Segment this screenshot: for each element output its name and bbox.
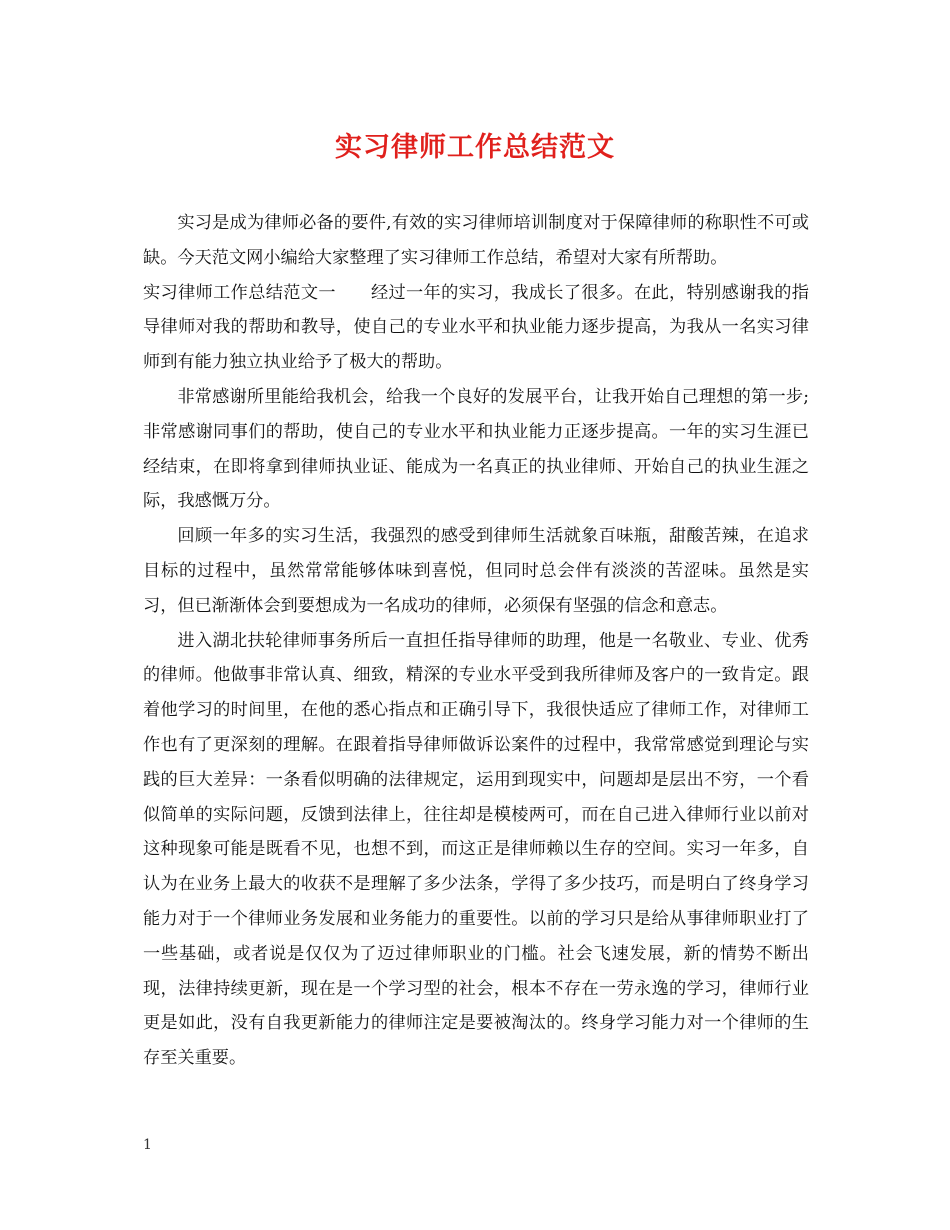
paragraph-experience: 进入湖北扶轮律师事务所后一直担任指导律师的助理，他是一名敬业、专业、优秀的律师。他做事非常认真、细致，精深的专业水平受到我所律师及客户的一致肯定。跟着他学习的时间里，在他的悉心指点和正确引导下，我很快适应了律师工作，对律师工作也有了更深刻的理解。在跟着指导律师做诉讼案件的过程中，我常常感觉到理论与实践的巨大差异：一条看似明确的法律规定，运用到现实中，问题却是层出不穷，一个看似简单的实际问题，反馈到法律上，往往却是模棱两可，而在自己进入律师行业以前对这种现象可能是既看不见，也想不到，而这正是律师赖以生存的空间。实习一年多，自认为在业务上最大的收获不是理解了多少法条，学得了多少技巧，而是明白了终身学习能力对于一个律师业务发展和业务能力的重要性。以前的学习只是给从事律师职业打了一些基础，或者说是仅仅为了迈过律师职业的门槛。社会飞速发展，新的情势不断出现，法律持续更新，现在是一个学习型的社会，根本不存在一劳永逸的学习，律师行业更是如此，没有自我更新能力的律师注定是要被淘汰的。终身学习能力对一个律师的生存至关重要。 bbox=[143, 630, 809, 1069]
document-body bbox=[143, 206, 809, 1076]
paragraph-sample-one: 实习律师工作总结范文一 经过一年的实习，我成长了很多。在此，特别感谢我的指导律师对我的帮助和教导，使自己的专业水平和执业能力逐步提高，为我从一名实习律师到有能力独立执业给予了极大的帮助。 bbox=[143, 282, 809, 373]
document-title: 实习律师工作总结范文 bbox=[335, 132, 615, 163]
paragraph-gratitude: 非常感谢所里能给我机会，给我一个良好的发展平台，让我开始自己理想的第一步;非常感谢同事们的帮助，使自己的专业水平和执业能力正逐步提高。一年的实习生涯已经结束，在即将拿到律师执业证、能成为一名真正的执业律师、开始自己的执业生涯之际，我感慨万分。 bbox=[143, 386, 809, 512]
page-number: 1 bbox=[143, 1137, 152, 1153]
paragraph-review: 回顾一年多的实习生活，我强烈的感受到律师生活就象百味瓶，甜酸苦辣，在追求目标的过程中，虽然常常能够体味到喜悦，但同时总会伴有淡淡的苦涩味。虽然是实习，但已渐渐体会到要想成为一名成功的律师，必须保有坚强的信念和意志。 bbox=[143, 526, 809, 616]
paragraph-intro: 实习是成为律师必备的要件,有效的实习律师培训制度对于保障律师的称职性不可或缺。今天范文网小编给大家整理了实习律师工作总结，希望对大家有所帮助。 bbox=[143, 213, 809, 268]
